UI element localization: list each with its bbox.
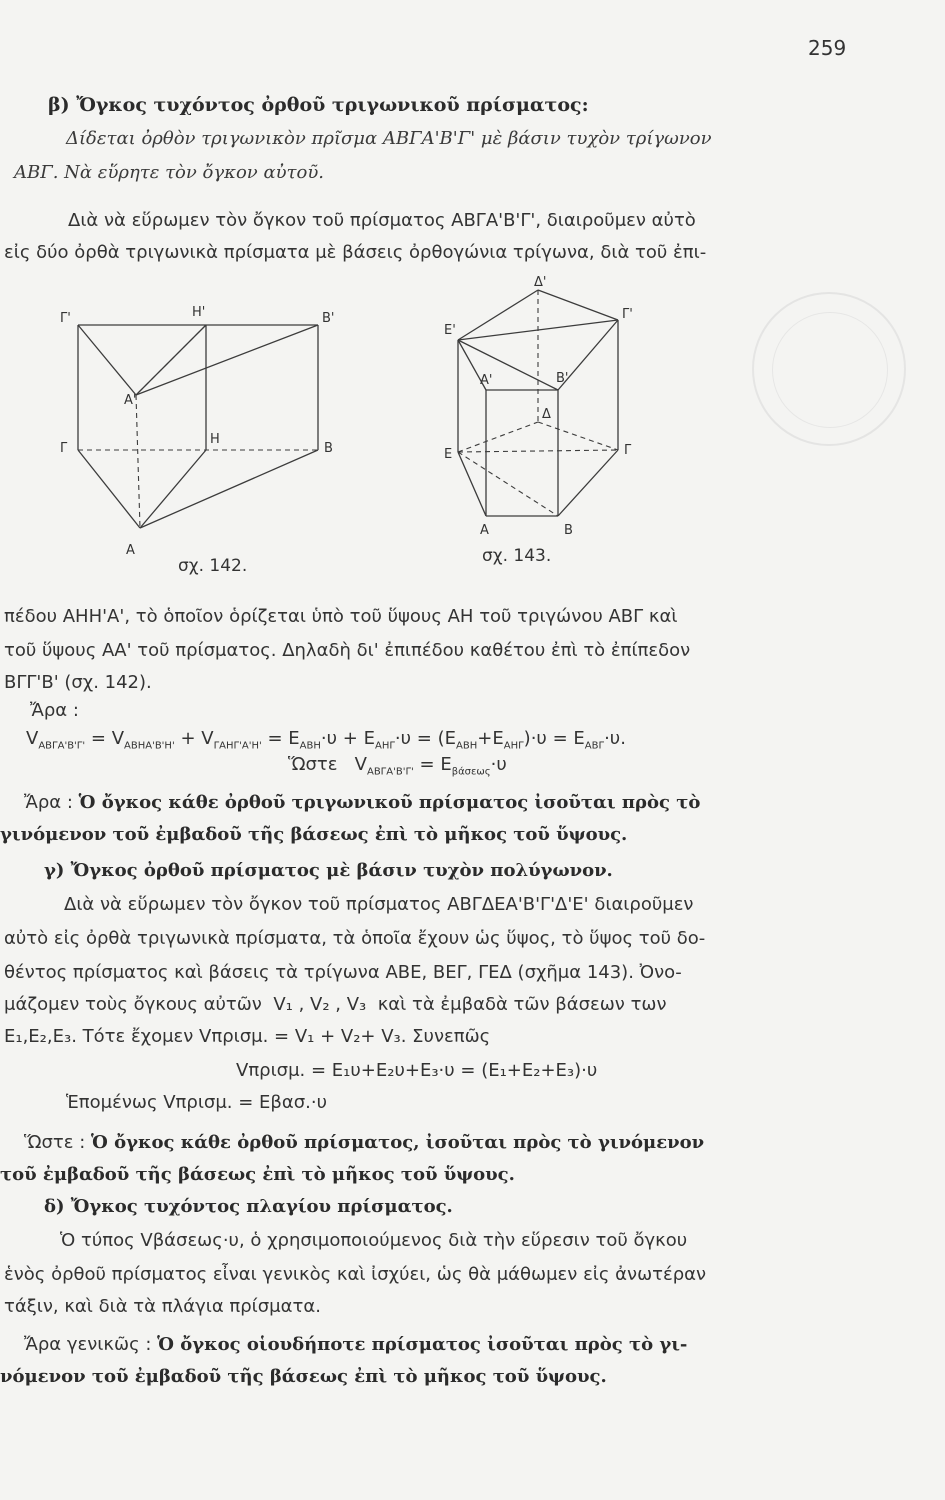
section-g-heading: γ) Ὄγκος ὀρθοῦ πρίσματος μὲ βάσιν τυχὸν πολύγωνον. (44, 860, 613, 881)
label-g1: Γ' (622, 307, 633, 322)
section-g-line-5: Ε₁,Ε₂,Ε₃. Τότε ἔχομεν Vπρισμ. = V₁ + V₂+ V₃. Συνεπῶς (4, 1026, 491, 1047)
conclusion-d-line-1: Ἄρα γενικῶς : Ὁ ὄγκος οἱουδήποτε πρίσματος ἰσοῦται πρὸς τὸ γι- (24, 1334, 688, 1355)
label-b: Β (324, 441, 333, 456)
base-e-g-hidden (458, 450, 618, 452)
conclusion-g-line-2: τοῦ ἐμβαδοῦ τῆς βάσεως ἐπὶ τὸ μῆκος τοῦ ὕψους. (0, 1164, 515, 1185)
section-b-heading: β) Ὄγκος τυχόντος ὀρθοῦ τριγωνικοῦ πρίσματος: (48, 94, 589, 116)
section-g-line-2: αὐτὸ εἰς ὀρθὰ τριγωνικὰ πρίσματα, τὰ ὁποῖα ἔχουν ὡς ὕψος, τὸ ὕψος τοῦ δο- (4, 928, 706, 949)
base-e-d-hidden (458, 422, 538, 452)
label-g1: Γ' (60, 311, 71, 326)
top-d1-e1 (458, 290, 538, 340)
ara-label: Ἄρα : (30, 700, 79, 721)
edge-h-a (140, 450, 206, 528)
label-a: Α (480, 523, 489, 538)
section-g-line-4: μάζομεν τοὺς ὄγκους αὐτῶν V₁ , V₂ , V₃ καὶ τὰ ἐμβαδὰ τῶν βάσεων των (4, 994, 667, 1015)
given-line-1: Δίδεται ὀρθὸν τριγωνικὸν πρῖσμα ΑΒΓΑ'Β'Γ' μὲ βάσιν τυχὸν τρίγωνον (66, 128, 712, 149)
label-e: Ε (444, 447, 453, 462)
para1-line-2: εἰς δύο ὀρθὰ τριγωνικὰ πρίσματα μὲ βάσεις ὀρθογώνια τρίγωνα, διὰ τοῦ ἐπι- (4, 242, 707, 263)
para2-line-3: ΒΓΓ'Β' (σχ. 142). (4, 672, 152, 693)
figure-142 (40, 300, 350, 590)
section-d-heading: δ) Ὄγκος τυχόντος πλαγίου πρίσματος. (44, 1196, 453, 1217)
section-d-line-1: Ὁ τύπος Vβάσεως·υ, ὁ χρησιμοποιούμενος διὰ τὴν εὕρεσιν τοῦ ὄγκου (60, 1230, 688, 1251)
label-b: Β (564, 523, 573, 538)
label-d: Δ (542, 407, 551, 422)
label-a1: Α' (124, 393, 137, 408)
section-d-line-3: τάξιν, καὶ διὰ τὰ πλάγια πρίσματα. (4, 1296, 321, 1317)
base-b-g (558, 450, 618, 516)
edge-b1-a1 (136, 325, 318, 395)
label-h1: Η' (192, 305, 206, 320)
para2-line-1: πέδου ΑΗΗ'Α', τὸ ὁποῖον ὁρίζεται ὑπὸ τοῦ ὕψους ΑΗ τοῦ τριγώνου ΑΒΓ καὶ (4, 606, 678, 627)
label-b1: Β' (556, 371, 569, 386)
conclusion-d-line-2: νόμενον τοῦ ἐμβαδοῦ τῆς βάσεως ἐπὶ τὸ μῆκος τοῦ ὕψους. (0, 1366, 607, 1387)
label-g: Γ (60, 441, 68, 456)
para2-line-2: τοῦ ὕψους ΑΑ' τοῦ πρίσματος. Δηλαδὴ δι' ἐπιπέδου καθέτου ἐπὶ τὸ ἐπίπεδον (4, 640, 691, 661)
page-number: 259 (808, 36, 847, 60)
figure-143 (430, 272, 660, 562)
figure-142-caption: σχ. 142. (178, 556, 248, 576)
conclusion-g-line-1: Ὥστε : Ὁ ὄγκος κάθε ὀρθοῦ πρίσματος, ἰσοῦται πρὸς τὸ γινόμενον (24, 1132, 705, 1153)
diag-e1-b1 (458, 340, 558, 390)
label-b1: Β' (322, 311, 335, 326)
label-g: Γ (624, 443, 632, 458)
figure-143-caption: σχ. 143. (482, 546, 552, 566)
section-g-line-7: Ἑπομένως Vπρισμ. = Εβασ.·υ (66, 1092, 328, 1113)
edge-g-a (78, 450, 140, 528)
label-a1: Α' (480, 373, 493, 388)
base-e-a (458, 452, 486, 516)
label-a: Α (126, 543, 135, 558)
edge-b-a (140, 450, 318, 528)
base-d-g-hidden (538, 422, 618, 450)
label-h: Η (210, 432, 220, 447)
para1-line-1: Διὰ νὰ εὕρωμεν τὸν ὄγκον τοῦ πρίσματος ΑΒΓΑ'Β'Γ', διαιροῦμεν αὐτὸ (68, 210, 696, 231)
section-g-line-1: Διὰ νὰ εὕρωμεν τὸν ὄγκον τοῦ πρίσματος ΑΒΓΔΕΑ'Β'Γ'Δ'Ε' διαιροῦμεν (64, 894, 694, 915)
edge-a1-a-hidden (136, 395, 140, 528)
section-d-line-2: ἑνὸς ὀρθοῦ πρίσματος εἶναι γενικὸς καὶ ἰσχύει, ὡς θὰ μάθωμεν εἰς ἀνωτέραν (4, 1264, 707, 1285)
conclusion-b-line-1: Ἄρα : Ὁ ὄγκος κάθε ὀρθοῦ τριγωνικοῦ πρίσματος ἰσοῦται πρὸς τὸ (24, 792, 701, 813)
section-g-line-3: θέντος πρίσματος καὶ βάσεις τὰ τρίγωνα ΑΒΕ, ΒΕΓ, ΓΕΔ (σχῆμα 143). Ὀνο- (4, 962, 682, 983)
edge-g1-a1 (78, 325, 136, 395)
given-line-2: ΑΒΓ. Νὰ εὕρητε τὸν ὄγκον αὐτοῦ. (14, 162, 325, 183)
conclusion-b-line-2: γινόμενον τοῦ ἐμβαδοῦ τῆς βάσεως ἐπὶ τὸ μῆκος τοῦ ὕψους. (0, 824, 628, 845)
base-e-b-hidden (458, 452, 558, 516)
label-d1: Δ' (534, 275, 547, 290)
section-g-line-6: Vπρισμ. = Ε₁υ+Ε₂υ+Ε₃·υ = (Ε₁+Ε₂+Ε₃)·υ (236, 1060, 598, 1081)
library-stamp (752, 292, 906, 446)
top-d1-g1 (538, 290, 618, 320)
volume-equation-2: Ὥστε $V_{AB\Gamma A'B'\Gamma'} = E_{\beta ά\sigma\varepsilon\omega\varsigma}\cdot\upsilon$ (288, 754, 507, 778)
volume-equation-1: $V_{AB\Gamma A'B'\Gamma'} = V_{ABHA'B'H'} + V_{\Gamma AH\Gamma'A'H'} = E_{ABH}\cdot\upsilon + E_{AH\Gamma}\cdot\upsilon = (E_{ABH}+E_{AH\Gamma})\cdot\upsilon = E_{AB\Gamma}\cdot\upsilon$. (26, 728, 626, 752)
label-e1: Ε' (444, 323, 456, 338)
